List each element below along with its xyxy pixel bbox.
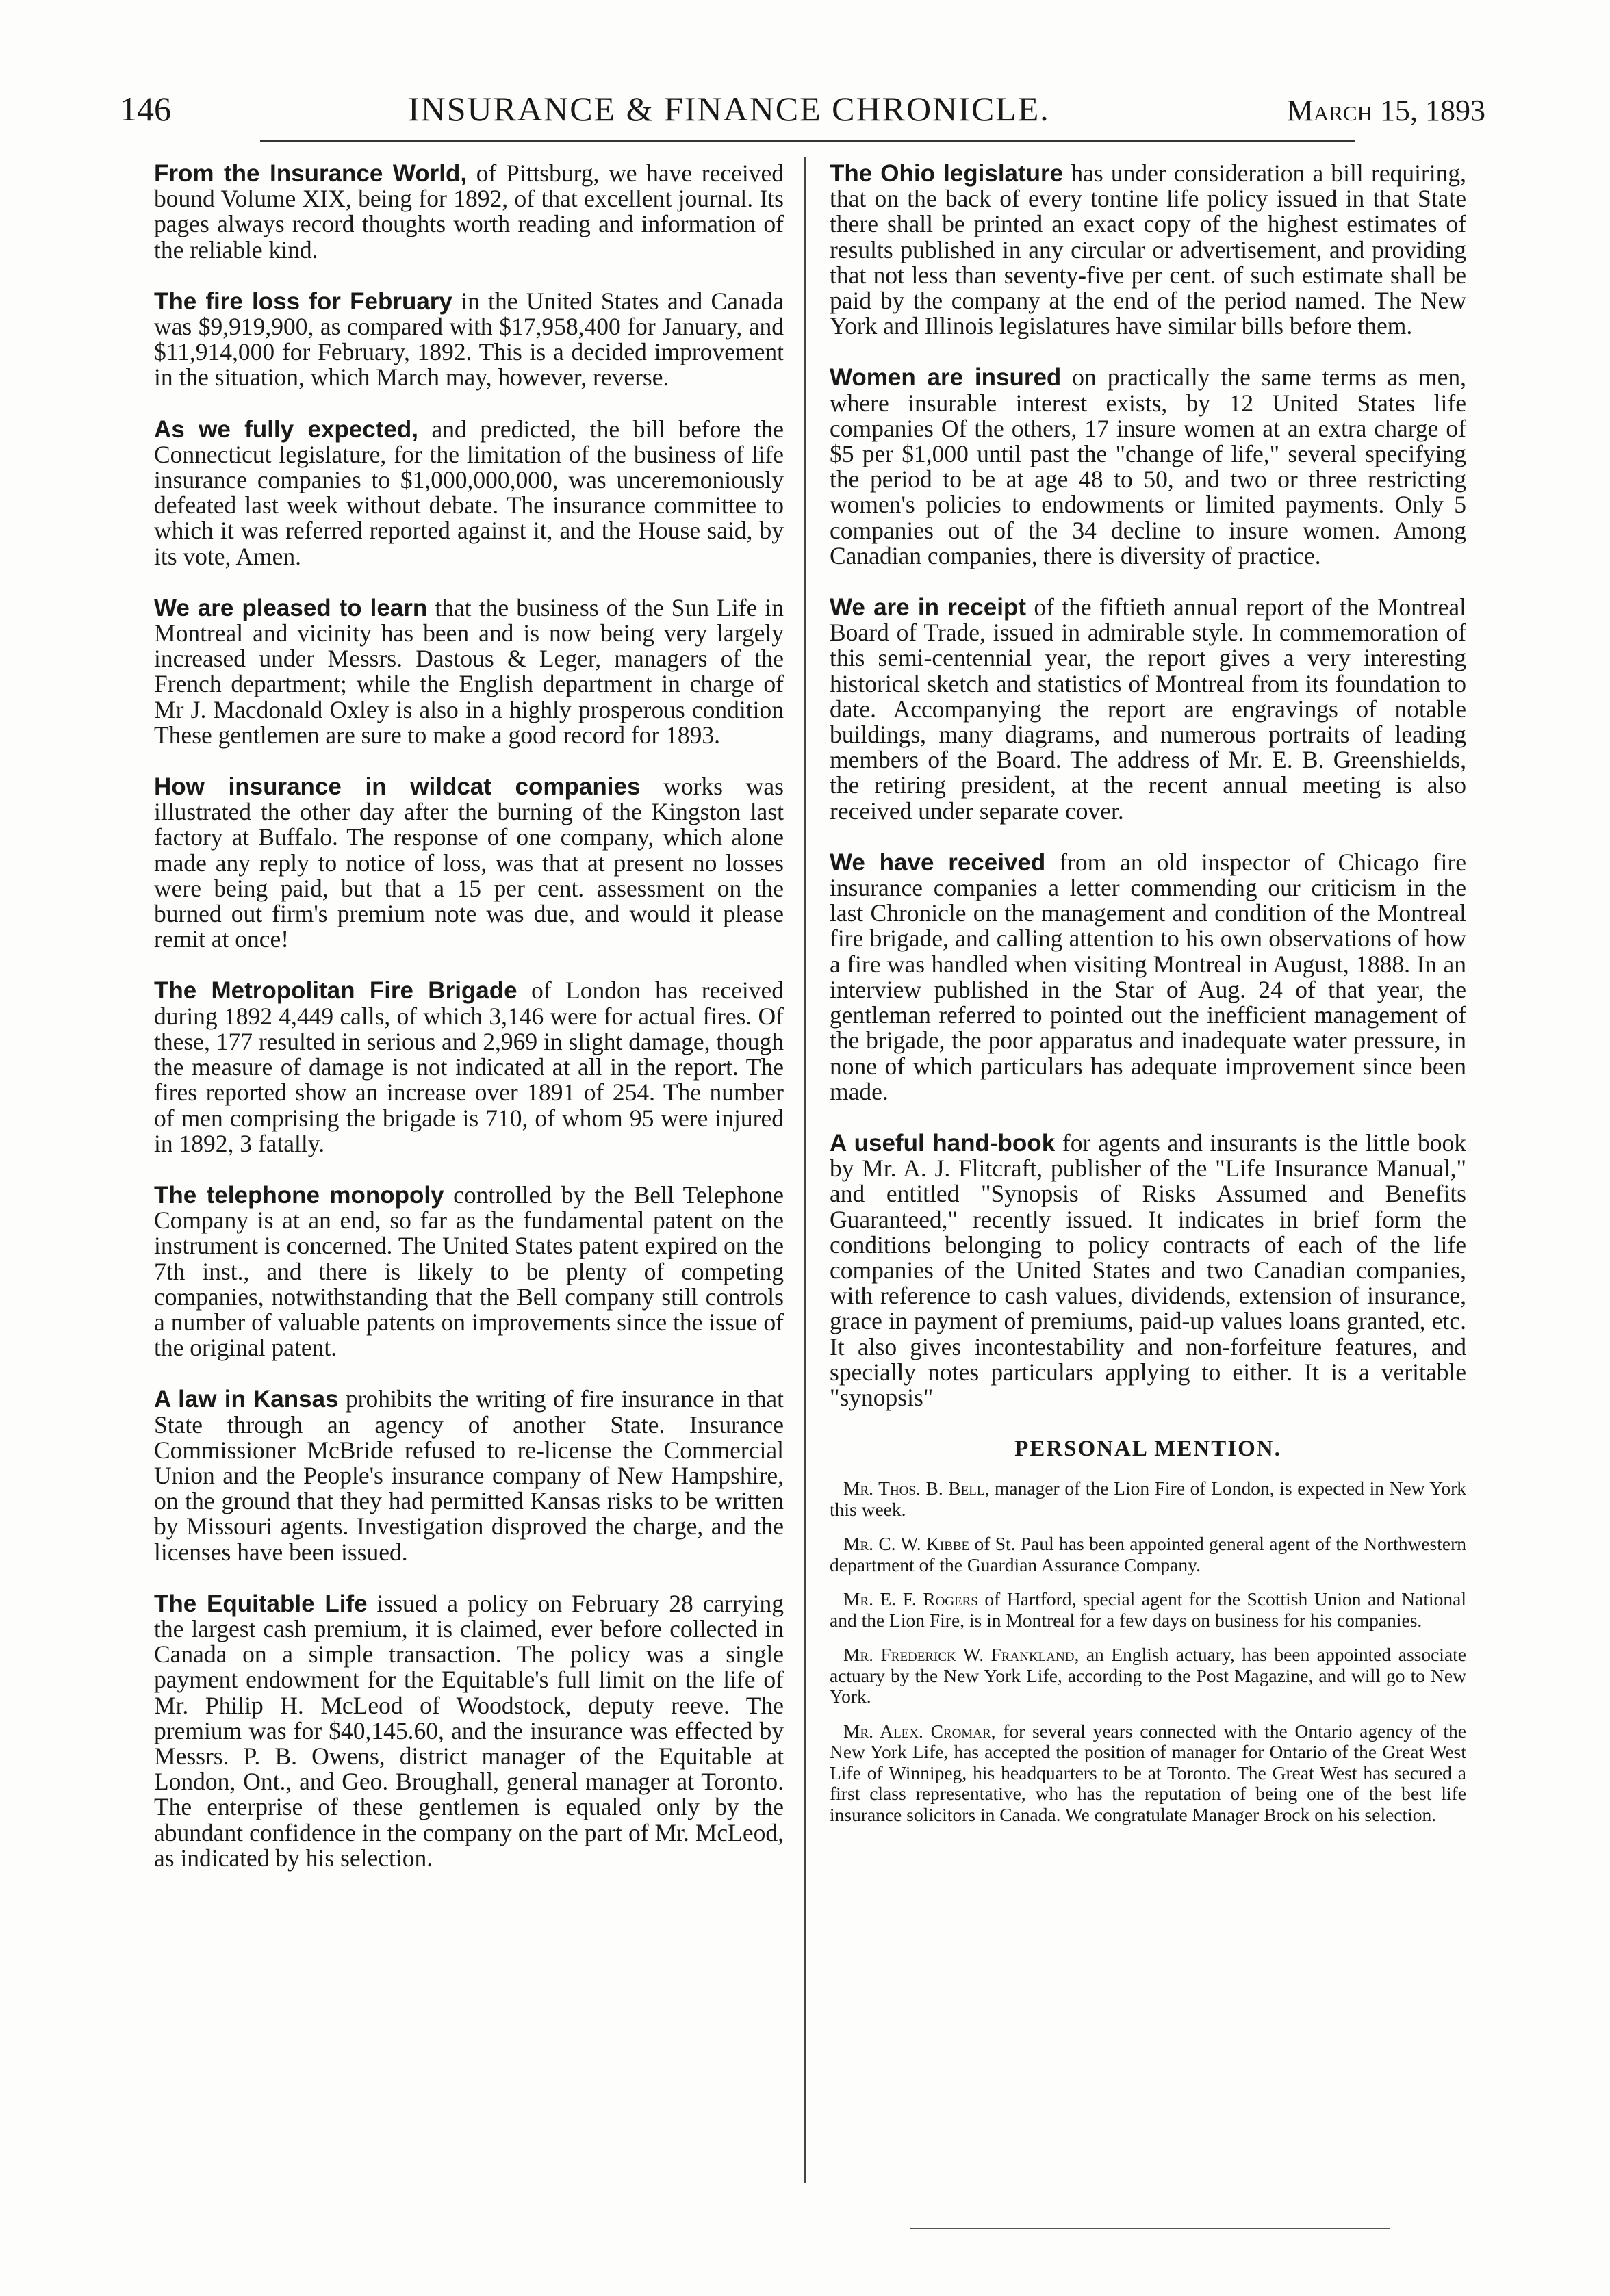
article-lead: The telephone monopoly — [154, 1181, 444, 1209]
article-lead: We are in receipt — [830, 594, 1026, 621]
personal-text: of St. Paul has been appointed general agent of the Northwestern department of the Guardian Assurance Company. — [830, 1533, 1466, 1575]
article-text: of London has received during 1892 4,449 calls, of which 3,146 were for actual fires. Of these, 177 resulted in serious and 2,969 in slight damage, though the measure of damage is not indicated at all in the report. The fires reported show an increase over 1891 of 254. The number of men comprising the brigade is 710, of whom 95 were injured in 1892, 3 fatally. — [154, 977, 784, 1157]
article-lead: A law in Kansas — [154, 1386, 339, 1413]
personal-name: Mr. E. F. Rogers — [843, 1588, 978, 1610]
personal-item — [830, 1534, 1466, 1575]
page-number: 146 — [120, 90, 171, 128]
article-text: prohibits the writing of fire insurance in that State through an agency of another State. Insurance Commissioner McBride refused to re-license the Commercial Union and the People's insurance company of New Hampshire, on the ground that they had permitted Kansas risks to be written by Missouri agents. Investigation disproved the charge, and the licenses have been issued. — [154, 1385, 784, 1566]
article-text: that the business of the Sun Life in Montreal and vicinity has been and is now being very largely increased under Messrs. Dastous & Leger, managers of the French department; while the English department in charge of Mr J. Macdonald Oxley is also in a highly prosperous condition These gentlemen are sure to make a good record for 1893. — [154, 593, 784, 749]
article-paragraph — [154, 161, 784, 263]
article-lead: We have received — [830, 849, 1046, 876]
article-text: controlled by the Bell Telephone Company is at an end, so far as the fundamental patent on the instrument is concerned. The United States patent expired on the 7th inst., and there is likely to be plenty of competing companies, notwithstanding that the Bell company still controls a number of valuable patents on improvements since the issue of the original patent. — [154, 1181, 784, 1362]
article-paragraph — [154, 289, 784, 391]
personal-item — [830, 1644, 1466, 1707]
issue-date: March 15, 1893 — [1286, 94, 1485, 127]
article-paragraph — [830, 161, 1466, 339]
article-lead: The Metropolitan Fire Brigade — [154, 977, 518, 1005]
article-text: issued a policy on February 28 carrying the largest cash premium, it is claimed, ever before collected in Canada on a simple transaction. The policy was a single payment endowment for the Equitable's full limit on the life of Mr. Philip H. McLeod of Woodstock, deputy reeve. The premium was for $40,145.60, and the insurance was effected by Messrs. P. B. Owens, district manager of the Equitable at London, Ont., and Geo. Broughall, general manager at Toronto. The enterprise of these gentlemen is equaled only by the abundant confidence in the company on the part of Mr. McLeod, as indicated by his selection. — [154, 1589, 784, 1872]
article-text: of the fiftieth annual report of the Montreal Board of Trade, issued in admirable style. In commemoration of this semi-centennial year, the report gives a very interesting historical sketch and statistics of Montreal from its foundation to date. Accompanying the report are engravings of notable buildings, many diagrams, and numerous portraits of leading members of the Board. The address of Mr. E. B. Greenshields, the retiring president, at the recent annual meeting is also received under separate cover. — [830, 593, 1466, 825]
article-lead: The Equitable Life — [154, 1590, 368, 1617]
article-text: has under consideration a bill requiring, that on the back of every tontine life policy issued in that State there shall be printed an exact copy of the highest estimates of results published in any circular or advertisement, and providing that not less than seventy-five per cent. of such estimate shall be paid by the company at the end of the period named. The New York and Illinois legislatures have similar bills before them. — [830, 159, 1466, 340]
personal-name: Mr. Thos. B. Bell, — [843, 1478, 990, 1499]
article-text: for agents and insurants is the little book by Mr. A. J. Flitcraft, publisher of the "Life Insurance Manual," and entitled "Synopsis of Risks Assumed and Benefits Guaranteed," recently issued. It indicates in brief form the conditions belonging to policy contracts of each of the life companies of the United States and two Canadian companies, with reference to cash values, dividends, extension of insurance, grace in payment of premiums, paid-up values loans granted, etc. It also gives incontestability and non-forfeiture features, and specially notes particulars applying to either. It is a veritable "synopsis" — [830, 1128, 1466, 1411]
article-text: in the United States and Canada was $9,919,900, as compared with $17,958,400 for January, and $11,914,000 for February, 1892. This is a decided improvement in the situation, which March may, however, reverse. — [154, 287, 784, 391]
column-divider — [804, 157, 806, 2183]
article-paragraph — [154, 1183, 784, 1360]
article-text: on practically the same terms as men, where insurable interest exists, by 12 United States life companies Of the others, 17 insure women at an extra charge of $5 per $1,000 until past the "change of life," several specifying the period to be at age 48 to 50, and two or three restricting women's policies to endowments or limited payments. Only 5 companies out of the 34 decline to insure women. Among Canadian companies, there is diversity of practice. — [830, 363, 1466, 569]
article-paragraph — [830, 850, 1466, 1105]
personal-item — [830, 1721, 1466, 1826]
article-paragraph — [154, 1386, 784, 1564]
article-lead: Women are insured — [830, 364, 1062, 391]
article-lead: We are pleased to learn — [154, 594, 428, 621]
personal-name: Mr. Frederick W. Frankland, — [843, 1644, 1079, 1666]
left-column — [154, 161, 784, 1897]
right-column — [830, 161, 1466, 1839]
article-text: and predicted, the bill before the Connecticut legislature, for the limitation of the business of life insurance companies to $1,000,000,000, was unceremoniously defeated last week without debate. The insurance committee to which it was referred reported against it, and the House said, by its vote, Amen. — [154, 415, 784, 570]
article-paragraph — [154, 774, 784, 952]
personal-name: Mr. Alex. Cromar, — [843, 1720, 996, 1742]
page-header — [120, 89, 1485, 137]
article-paragraph — [154, 978, 784, 1156]
article-paragraph — [154, 417, 784, 569]
personal-item — [830, 1589, 1466, 1631]
header-rule — [260, 140, 1355, 142]
article-paragraph — [154, 1591, 784, 1871]
personal-text: manager of the Lion Fire of London, is expected in New York this week. — [830, 1478, 1466, 1520]
article-text: from an old inspector of Chicago fire insurance companies a letter commending our criticism in the last Chronicle on the management and condition of the Montreal fire brigade, and calling attention to his own observations of how a fire was handled when visiting Montreal in August, 1888. In an interview published in the Star of Aug. 24 of that year, the gentleman referred to pointed out the inefficient management of the brigade, the poor apparatus and inadequate water pressure, in none of which particulars has adequate improvement since been made. — [830, 848, 1466, 1105]
personal-text: for several years connected with the Ontario agency of the New York Life, has accepted the position of manager for Ontario of the Great West Life of Winnipeg, his headquarters to be at Toronto. The Great West has secured a first class representative, who has the reputation of being one of the best life insurance solicitors in Canada. We congratulate Manager Brock on his selection. — [830, 1720, 1466, 1825]
personal-text: of Hartford, special agent for the Scottish Union and National and the Lion Fire, is in Montreal for a few days on business for his companies. — [830, 1588, 1466, 1631]
article-paragraph — [830, 365, 1466, 569]
journal-title: INSURANCE & FINANCE CHRONICLE. — [407, 90, 1050, 128]
article-lead: The fire loss for February — [154, 287, 452, 315]
personal-text: an English actuary, has been appointed associate actuary by the New York Life, according to the Post Magazine, and will go to New York. — [830, 1644, 1466, 1707]
article-lead: From the Insurance World, — [154, 160, 468, 187]
article-paragraph — [154, 595, 784, 748]
personal-name: Mr. C. W. Kibbe — [843, 1533, 970, 1555]
article-paragraph — [830, 1128, 1466, 1411]
article-lead: As we fully expected, — [154, 415, 418, 443]
personal-mention-title: PERSONAL MENTION. — [1014, 1436, 1281, 1462]
personal-item — [830, 1478, 1466, 1520]
article-lead: How insurance in wildcat companies — [154, 773, 641, 801]
article-lead: A useful hand-book — [830, 1129, 1056, 1157]
article-lead: The Ohio legislature — [830, 160, 1064, 187]
article-paragraph — [830, 595, 1466, 824]
article-text: works was illustrated the other day after the burning of the Kingston last factory at Buffalo. The response of one company, which alone made any reply to notice of loss, was that at present no losses were being paid, but that a 15 per cent. assessment on the burned out firm's premium note was due, and would it please remit at once! — [154, 773, 784, 953]
bottom-rule — [910, 2228, 1390, 2229]
article-text: of Pittsburg, we have received bound Volume XIX, being for 1892, of that excellent journal. Its pages always record thoughts worth reading and information of the reliable kind. — [154, 159, 784, 263]
